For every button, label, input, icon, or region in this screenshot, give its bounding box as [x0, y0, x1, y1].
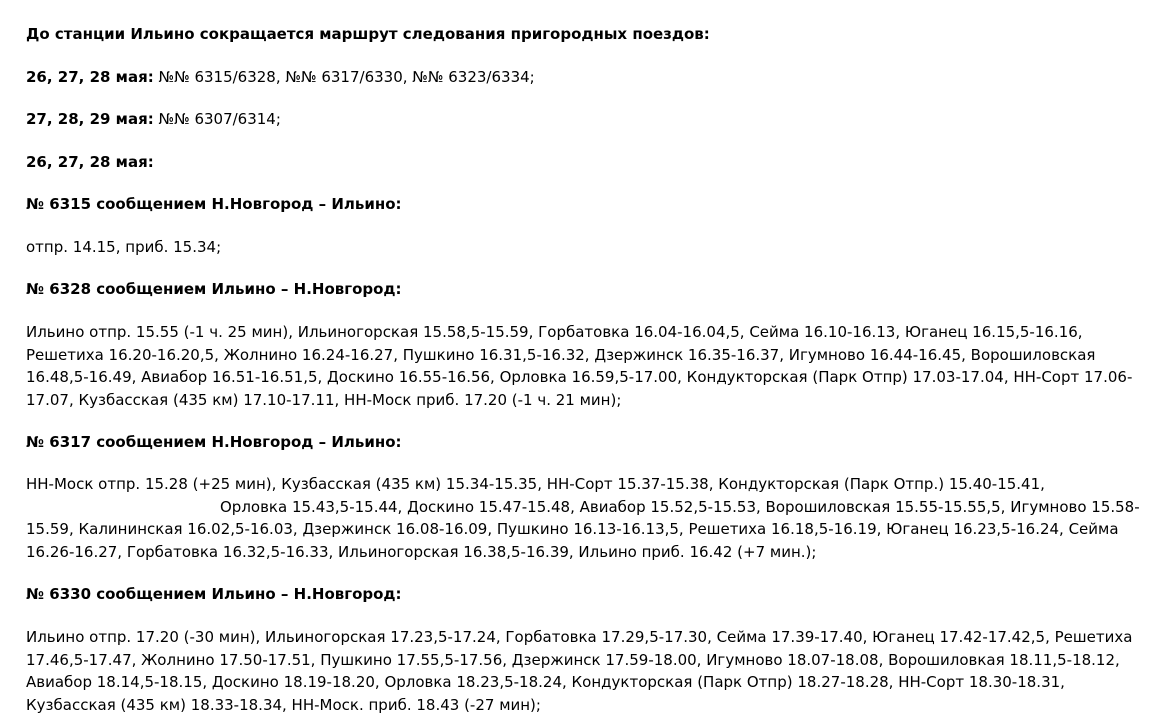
schedule-line: 17.07, Кузбасская (435 км) 17.10-17.11, НН-Моск приб. 17.20 (-1 ч. 21 мин);: [26, 390, 622, 409]
paragraph-dates-2: [26, 108, 1156, 131]
schedule-line: Решетиха 16.20-16.20,5, Жолнино 16.24-16.27, Пушкино 16.31,5-16.32, Дзержинск 16.35-16.37, Игумново 16.44-16.45, Ворошиловская: [26, 345, 1096, 364]
train-6317-heading: № 6317 сообщением Н.Новгород – Ильино:: [26, 433, 402, 451]
train-6328-schedule: [26, 321, 1156, 411]
dates-label: 27, 28, 29 мая:: [26, 110, 154, 128]
schedule-line: Орловка 15.43,5-15.44, Доскино 15.47-15.48, Авиабор 15.52,5-15.53, Ворошиловская 15.55-15.55,5, Игумново 15.58-: [220, 497, 1140, 516]
train-6315-heading: № 6315 сообщением Н.Новгород – Ильино:: [26, 195, 402, 213]
schedule-line: 16.26-16.27, Горбатовка 16.32,5-16.33, Ильиногорская 16.38,5-16.39, Ильино приб. 16.42 (+7 мин.);: [26, 542, 817, 561]
train-6315-schedule: отпр. 14.15, приб. 15.34;: [26, 238, 222, 256]
schedule-line: 17.46,5-17.47, Жолнино 17.50-17.51, Пушкино 17.55,5-17.56, Дзержинск 17.59-18.00, Игумново 18.07-18.08, Ворошиловкая 18.11,5-18.12,: [26, 650, 1120, 669]
schedule-line: Ильино отпр. 15.55 (-1 ч. 25 мин), Ильиногорская 15.58,5-15.59, Горбатовка 16.04-16.04,5, Сейма 16.10-16.13, Юганец 16.15,5-16.16,: [26, 323, 1083, 341]
train-6330-schedule: [26, 626, 1156, 716]
schedule-line: Кузбасская (435 км) 18.33-18.34, НН-Моск. приб. 18.43 (-27 мин);: [26, 695, 541, 714]
train-numbers: №№ 6315/6328, №№ 6317/6330, №№ 6323/6334;: [153, 68, 535, 86]
train-6330-heading: № 6330 сообщением Ильино – Н.Новгород:: [26, 585, 402, 603]
intro-text: До станции Ильино сокращается маршрут следования пригородных поездов:: [26, 25, 710, 43]
paragraph-dates-3: 26, 27, 28 мая:: [26, 153, 154, 171]
train-6317-schedule: [26, 473, 1156, 563]
schedule-line: Авиабор 18.14,5-18.15, Доскино 18.19-18.20, Орловка 18.23,5-18.24, Кондукторская (Парк Отпр) 18.27-18.28, НН-Сорт 18.30-18.31,: [26, 673, 1065, 691]
train-6328-heading: № 6328 сообщением Ильино – Н.Новгород:: [26, 280, 402, 298]
paragraph-dates-1: [26, 66, 1156, 89]
schedule-line: НН-Моск отпр. 15.28 (+25 мин), Кузбасская (435 км) 15.34-15.35, НН-Сорт 15.37-15.38, Кондукторская (Парк Отпр.) 15.40-15.41,: [26, 475, 1045, 493]
schedule-line: 15.59, Калининская 16.02,5-16.03, Дзержинск 16.08-16.09, Пушкино 16.13-16.13,5, Решетиха 16.18,5-16.19, Юганец 16.23,5-16.24, Сейма: [26, 520, 1119, 538]
schedule-line: 16.48,5-16.49, Авиабор 16.51-16.51,5, Доскино 16.55-16.56, Орловка 16.59,5-17.00, Кондукторская (Парк Отпр) 17.03-17.04, НН-Сорт 17.06-: [26, 368, 1133, 386]
dates-label: 26, 27, 28 мая:: [26, 68, 154, 86]
train-numbers: №№ 6307/6314;: [153, 110, 281, 128]
schedule-line: Ильино отпр. 17.20 (-30 мин), Ильиногорская 17.23,5-17.24, Горбатовка 17.29,5-17.30, Сейма 17.39-17.40, Юганец 17.42-17.42,5, Решетиха: [26, 628, 1133, 646]
